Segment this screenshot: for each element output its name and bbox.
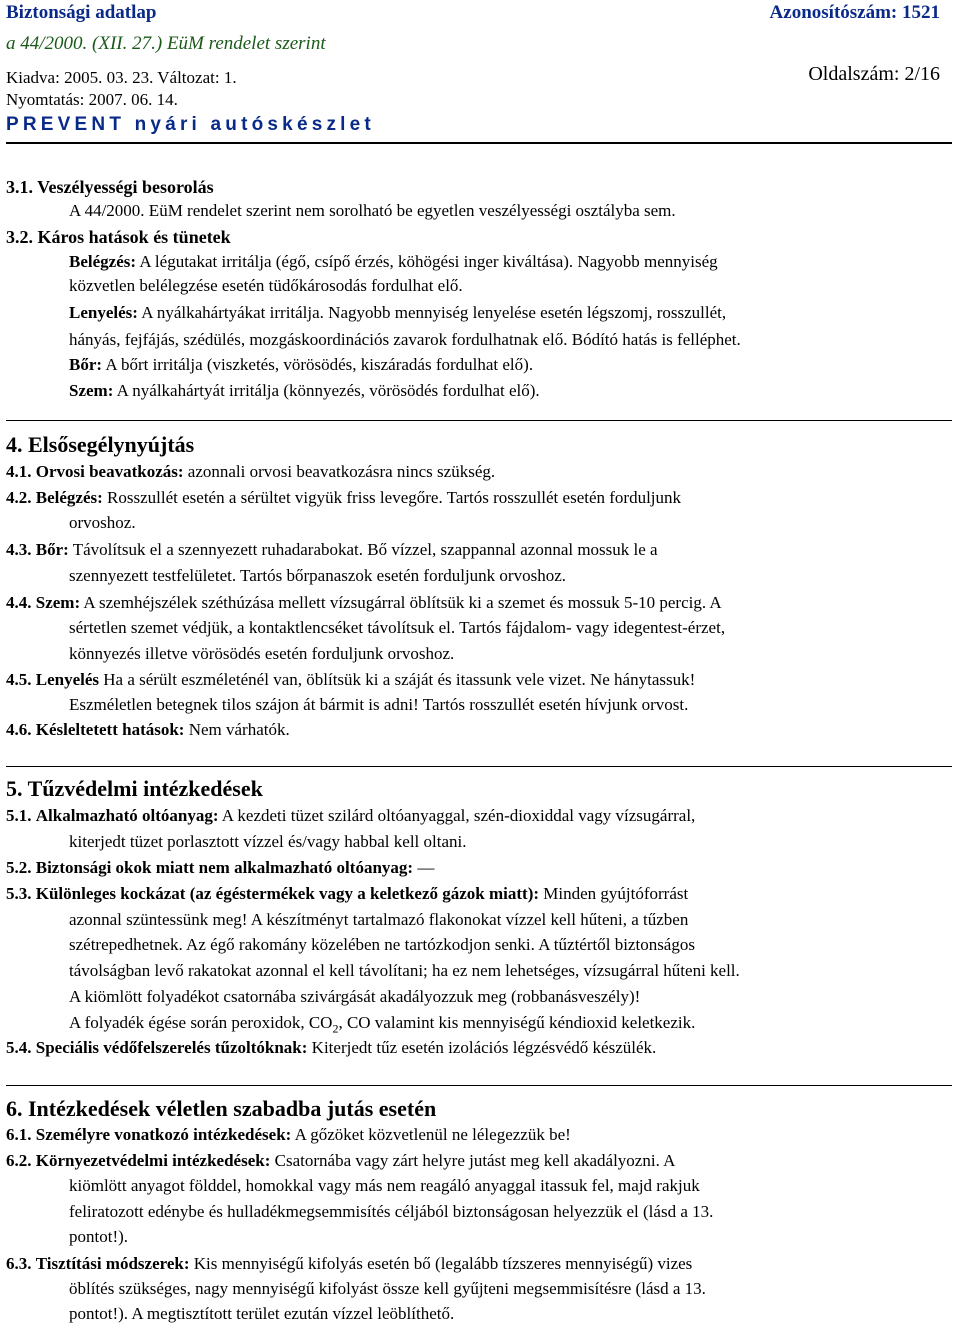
section-3-1-title: 3.1. Veszélyességi besorolás: [6, 177, 214, 197]
document-title: Biztonsági adatlap: [6, 2, 157, 23]
item-4-4: [6, 592, 722, 614]
item-4-5-cont: Eszméletlen betegnek tilos szájon át bármit is adni! Tartós rosszullét esetén hívjunk orvost.: [69, 695, 689, 714]
item-5-1-cont: kiterjedt tüzet porlasztott vízzel és/vagy habbal kell oltani.: [69, 832, 467, 851]
item-4-2-cont: orvoshoz.: [69, 513, 136, 532]
header-divider: [6, 142, 952, 144]
item-5-2-label: Biztonsági okok miatt nem alkalmazható oltóanyag:: [35, 858, 414, 877]
item-4-5-text: Ha a sérült eszméleténél van, öblítsük ki a száját és itassunk vele vizet. Ne hánytassuk!: [99, 670, 696, 689]
item-4-1: [6, 461, 495, 483]
item-5-3-label: Különleges kockázat (az égéstermékek vagy a keletkező gázok miatt):: [35, 884, 540, 903]
item-5-3-cont-4: A kiömlött folyadékot csatornába szivárgását akadályozzuk meg (robbanásveszély)!: [69, 987, 641, 1006]
section-5-title: 5. Tűzvédelmi intézkedések: [6, 776, 263, 801]
section-4-title: 4. Elsősegélynyújtás: [6, 432, 195, 457]
item-6-3-cont-1: öblítés szükséges, nagy mennyiségű kifolyást össze kell gyűjteni megsemmisítésre (lásd a 13.: [69, 1279, 706, 1298]
item-4-2-label: Belégzés:: [35, 488, 103, 507]
item-4-4-text: A szemhéjszélek széthúzása mellett vízsugárral öblítsük ki a szemet és mossuk 5-10 percig. A: [80, 593, 722, 612]
item-6-1-text: A gőzöket közvetlenül ne lélegezzük be!: [291, 1125, 571, 1144]
item-5-4: [6, 1037, 656, 1059]
ingestion-label: Lenyelés:: [69, 303, 138, 322]
section-3-1-text: A 44/2000. EüM rendelet szerint nem sorolható be egyetlen veszélyességi osztályba sem.: [69, 201, 676, 220]
item-6-1: [6, 1124, 571, 1146]
item-6-3-cont-2: pontot!). A megtisztított terület ezután vízzel leöblíthető.: [69, 1304, 455, 1323]
item-5-3: [6, 883, 688, 905]
section-divider-4: [6, 420, 952, 421]
skin-text: A bőrt irritálja (viszketés, vörösödés, kiszáradás fordulhat elő).: [102, 355, 534, 374]
item-4-6: [6, 719, 290, 741]
page-number: Oldalszám: 2/16: [808, 63, 940, 85]
item-6-1-label: Személyre vonatkozó intézkedések:: [35, 1125, 292, 1144]
item-6-2-cont-1: kiömlött anyagot földdel, homokkal vagy más nem reagáló anyaggal itassuk fel, majd rakjuk: [69, 1176, 700, 1195]
item-5-3-cont-3: távolságban levő rakatokat azonnal el kell távolítani; ha ez nem lehetséges, vízsugárral hűteni kell.: [69, 961, 740, 980]
item-5-2-number: 5.2.: [6, 858, 32, 877]
item-5-4-number: 5.4.: [6, 1038, 32, 1057]
item-4-1-text: azonnali orvosi beavatkozásra nincs szükség.: [183, 462, 496, 481]
item-5-1: [6, 805, 695, 827]
item-6-2-cont-3: pontot!).: [69, 1227, 129, 1246]
ingestion-text: A nyálkahártyákat irritálja. Nagyobb mennyiség lenyelése esetén légszomj, rosszullét,: [137, 303, 727, 322]
item-4-4-number: 4.4.: [6, 593, 32, 612]
print-date: Nyomtatás: 2007. 06. 14.: [6, 90, 178, 109]
item-4-6-number: 4.6.: [6, 720, 32, 739]
item-4-2-number: 4.2.: [6, 488, 32, 507]
issue-info: Kiadva: 2005. 03. 23. Változat: 1.: [6, 68, 237, 87]
item-5-2: [6, 857, 434, 879]
item-4-2: [6, 487, 681, 509]
item-4-3-number: 4.3.: [6, 540, 32, 559]
item-5-3-cont-5-a: A folyadék égése során peroxidok, CO: [69, 1013, 333, 1032]
skin-label: Bőr:: [69, 355, 103, 374]
item-6-3-text: Kis mennyiségű kifolyás esetén bő (legalább tízszeres mennyiségű) vizes: [189, 1254, 693, 1273]
item-6-3: [6, 1253, 692, 1275]
item-4-4-label: Szem:: [35, 593, 81, 612]
item-6-2-label: Környezetvédelmi intézkedések:: [35, 1151, 271, 1170]
item-4-4-cont-1: sértetlen szemet védjük, a kontaktlencséket távolítsuk el. Tartós fájdalom- vagy idegentest-érzet,: [69, 618, 726, 637]
item-6-2: [6, 1150, 675, 1172]
product-name: PREVENT nyári autóskészlet: [6, 114, 375, 135]
document-id: Azonosítószám: 1521: [769, 2, 940, 23]
item-4-1-number: 4.1.: [6, 462, 32, 481]
item-5-1-number: 5.1.: [6, 806, 32, 825]
item-4-3-label: Bőr:: [35, 540, 69, 559]
item-5-1-label: Alkalmazható oltóanyag:: [35, 806, 219, 825]
item-4-3-text: Távolítsuk el a szennyezett ruhadarabokat. Bő vízzel, szappannal azonnal mossuk le a: [68, 540, 658, 559]
ingestion-line-2: hányás, fejfájás, szédülés, mozgáskoordinációs zavarok fordulhatnak elő. Bódító hatás is felléphet.: [69, 330, 741, 349]
item-6-2-number: 6.2.: [6, 1151, 32, 1170]
section-3-2-title: 3.2. Káros hatások és tünetek: [6, 227, 231, 247]
inhalation-label: Belégzés:: [69, 252, 137, 271]
item-4-5: [6, 669, 695, 691]
item-4-5-label: Lenyelés: [35, 670, 100, 689]
item-5-4-text: Kiterjedt tűz esetén izolációs légzésvédő készülék.: [307, 1038, 657, 1057]
inhalation-text: A légutakat irritálja (égő, csípő érzés, köhögési inger kiváltása). Nagyobb mennyiség: [136, 252, 718, 271]
item-6-3-label: Tisztítási módszerek:: [35, 1254, 190, 1273]
item-5-1-text: A kezdeti tüzet szilárd oltóanyaggal, szén-dioxiddal vagy vízsugárral,: [218, 806, 696, 825]
eye-label: Szem:: [69, 381, 114, 400]
item-4-2-text: Rosszullét esetén a sérültet vigyük friss levegőre. Tartós rosszullét esetén forduljunk: [102, 488, 682, 507]
item-5-3-cont-1: azonnal szüntessünk meg! A készítményt tartalmazó flakonokat vízzel kell hűteni, a tűzben: [69, 910, 689, 929]
item-5-3-cont-5-b: , CO valamint kis mennyiségű kéndioxid keletkezik.: [338, 1013, 696, 1032]
skin-line: [69, 354, 533, 376]
item-4-3: [6, 539, 658, 561]
ingestion-line-1: [69, 302, 726, 324]
item-4-3-cont: szennyezett testfelületet. Tartós bőrpanaszok esetén forduljunk orvoshoz.: [69, 566, 567, 585]
item-4-6-label: Késleltetett hatások:: [35, 720, 185, 739]
regulation-reference: a 44/2000. (XII. 27.) EüM rendelet szerint: [6, 33, 326, 54]
item-4-5-number: 4.5.: [6, 670, 32, 689]
item-5-3-cont-5: [69, 1012, 695, 1039]
eye-text: A nyálkahártyát irritálja (könnyezés, vörösödés fordulhat elő).: [113, 381, 540, 400]
section-6-title: 6. Intézkedések véletlen szabadba jutás esetén: [6, 1096, 437, 1121]
inhalation-line-2: közvetlen belélegzése esetén tüdőkárosodás fordulhat elő.: [69, 276, 463, 295]
item-6-2-text: Csatornába vagy zárt helyre jutást meg kell akadályozni. A: [270, 1151, 676, 1170]
co2-subscript: 2: [332, 1021, 339, 1036]
item-4-1-label: Orvosi beavatkozás:: [35, 462, 184, 481]
section-divider-5: [6, 766, 952, 767]
item-6-3-number: 6.3.: [6, 1254, 32, 1273]
item-4-4-cont-2: könnyezés illetve vörösödés esetén forduljunk orvoshoz.: [69, 644, 455, 663]
item-6-1-number: 6.1.: [6, 1125, 32, 1144]
item-5-2-text: —: [413, 858, 435, 877]
item-5-3-cont-2: szétrepedhetnek. Az égő rakomány közelében ne tartózkodjon senki. A tűztértől biztonságos: [69, 935, 695, 954]
item-4-6-text: Nem várhatók.: [184, 720, 290, 739]
item-5-3-number: 5.3.: [6, 884, 32, 903]
item-5-4-label: Speciális védőfelszerelés tűzoltóknak:: [35, 1038, 308, 1057]
item-5-3-text: Minden gyújtóforrást: [539, 884, 689, 903]
eye-line: [69, 380, 540, 402]
item-6-2-cont-2: feliratozott edénybe és hulladékmegsemmisítés céljából biztonságosan helyezzük el (lásd a 13.: [69, 1202, 714, 1221]
section-divider-6: [6, 1085, 952, 1086]
inhalation-line-1: [69, 251, 718, 273]
